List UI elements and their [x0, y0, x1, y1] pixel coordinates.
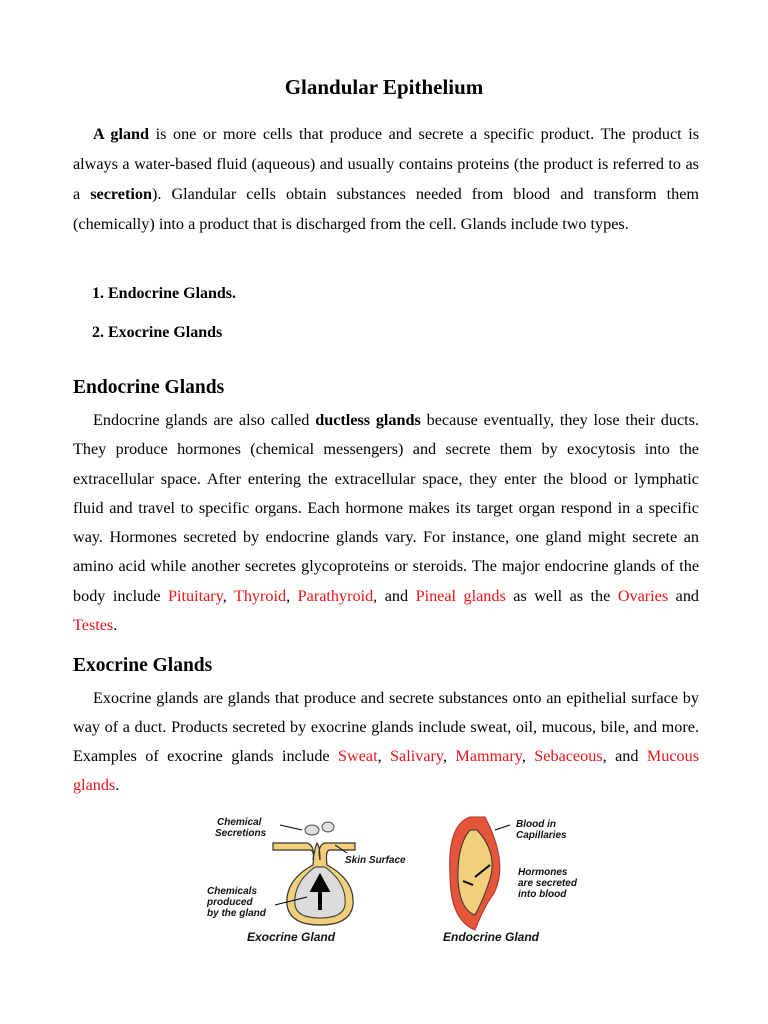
text: ). Glandular cells obtain substances needed from blood and transform them (chemically) into a product that is discharged from the cell. Glands include two types.	[73, 185, 699, 233]
text: .	[113, 616, 118, 635]
highlight-term: Salivary	[390, 747, 443, 765]
highlight-term: Sweat	[338, 747, 378, 765]
exocrine-gland-illustration	[273, 822, 355, 925]
intro-paragraph	[73, 119, 699, 239]
highlight-term: Mucous glands	[73, 747, 700, 794]
text: ,	[521, 747, 535, 765]
text: ,	[286, 586, 298, 605]
text: ,	[377, 747, 391, 765]
highlight-term: Mammary	[455, 747, 522, 765]
bold-term: A gland	[93, 125, 150, 143]
highlight-term: Testes	[73, 616, 114, 635]
list-item: 1. Endocrine Glands.	[92, 285, 237, 302]
text: Exocrine glands are glands that produce and secrete substances onto an epithelial surface by way of a duct. Products secreted by exocrine glands include sweat, oil, mucous, bile, and more. Examples of exocrine glands include	[73, 689, 699, 765]
highlight-term: Sebaceous	[534, 747, 603, 765]
text: , and	[373, 586, 416, 605]
label-secretions: Secretions	[215, 828, 267, 839]
caption-exocrine: Exocrine Gland	[247, 930, 336, 944]
text: ,	[222, 586, 234, 605]
bold-term: secretion	[90, 185, 152, 203]
text: Endocrine glands are also called	[93, 411, 316, 429]
highlight-term: Pineal glands	[415, 586, 506, 605]
text: is one or more cells that produce and secrete a specific product. The product is always a water-based fluid (aqueous) and usually contains proteins (the product is referred to as a	[73, 125, 699, 203]
text: ,	[442, 747, 456, 765]
label-produced: produced	[207, 897, 253, 908]
section-heading-endocrine: Endocrine Glands	[73, 377, 225, 398]
label-chemicals: Chemicals	[207, 886, 258, 897]
highlight-term: Ovaries	[617, 586, 669, 605]
bold-term: ductless glands	[315, 411, 421, 429]
text: because eventually, they lose their ducts. They produce hormones (chemical messengers) and secrete them by exocytosis into the extracellular space. After entering the extracellular space, they enter the blood or lymphatic fluid and travel to specific organs. Each hormone makes its target organ respond in a specific way. Hormones secreted by endocrine glands vary. For instance, one gland might secrete an amino acid while another secretes glycoproteins or steroids. The major endocrine glands of the body include	[73, 411, 699, 605]
label-skin-surface: Skin Surface	[345, 855, 406, 866]
label-chemical: Chemical	[217, 817, 262, 828]
highlight-term: Pituitary	[167, 586, 223, 605]
label-blood-in: Blood in	[516, 819, 556, 830]
caption-endocrine: Endocrine Gland	[443, 930, 540, 944]
highlight-term: Parathyroid	[297, 586, 374, 605]
text: as well as the	[505, 586, 618, 605]
list-item: 2. Exocrine Glands	[92, 324, 223, 341]
section-heading-exocrine: Exocrine Glands	[73, 655, 213, 676]
gland-diagram	[185, 805, 595, 955]
text: and	[668, 586, 700, 605]
endocrine-paragraph	[73, 406, 699, 640]
label-capillaries: Capillaries	[516, 830, 567, 841]
exocrine-paragraph	[73, 684, 699, 800]
text: .	[115, 776, 120, 794]
label-are-secreted: are secreted	[518, 878, 577, 889]
endocrine-gland-illustration	[450, 817, 510, 930]
page-title: Glandular Epithelium	[284, 75, 484, 99]
text: , and	[602, 747, 647, 765]
label-into-blood: into blood	[518, 889, 567, 900]
label-hormones: Hormones	[518, 867, 568, 878]
highlight-term: Thyroid	[233, 586, 287, 605]
label-by-the-gland: by the gland	[207, 908, 266, 919]
